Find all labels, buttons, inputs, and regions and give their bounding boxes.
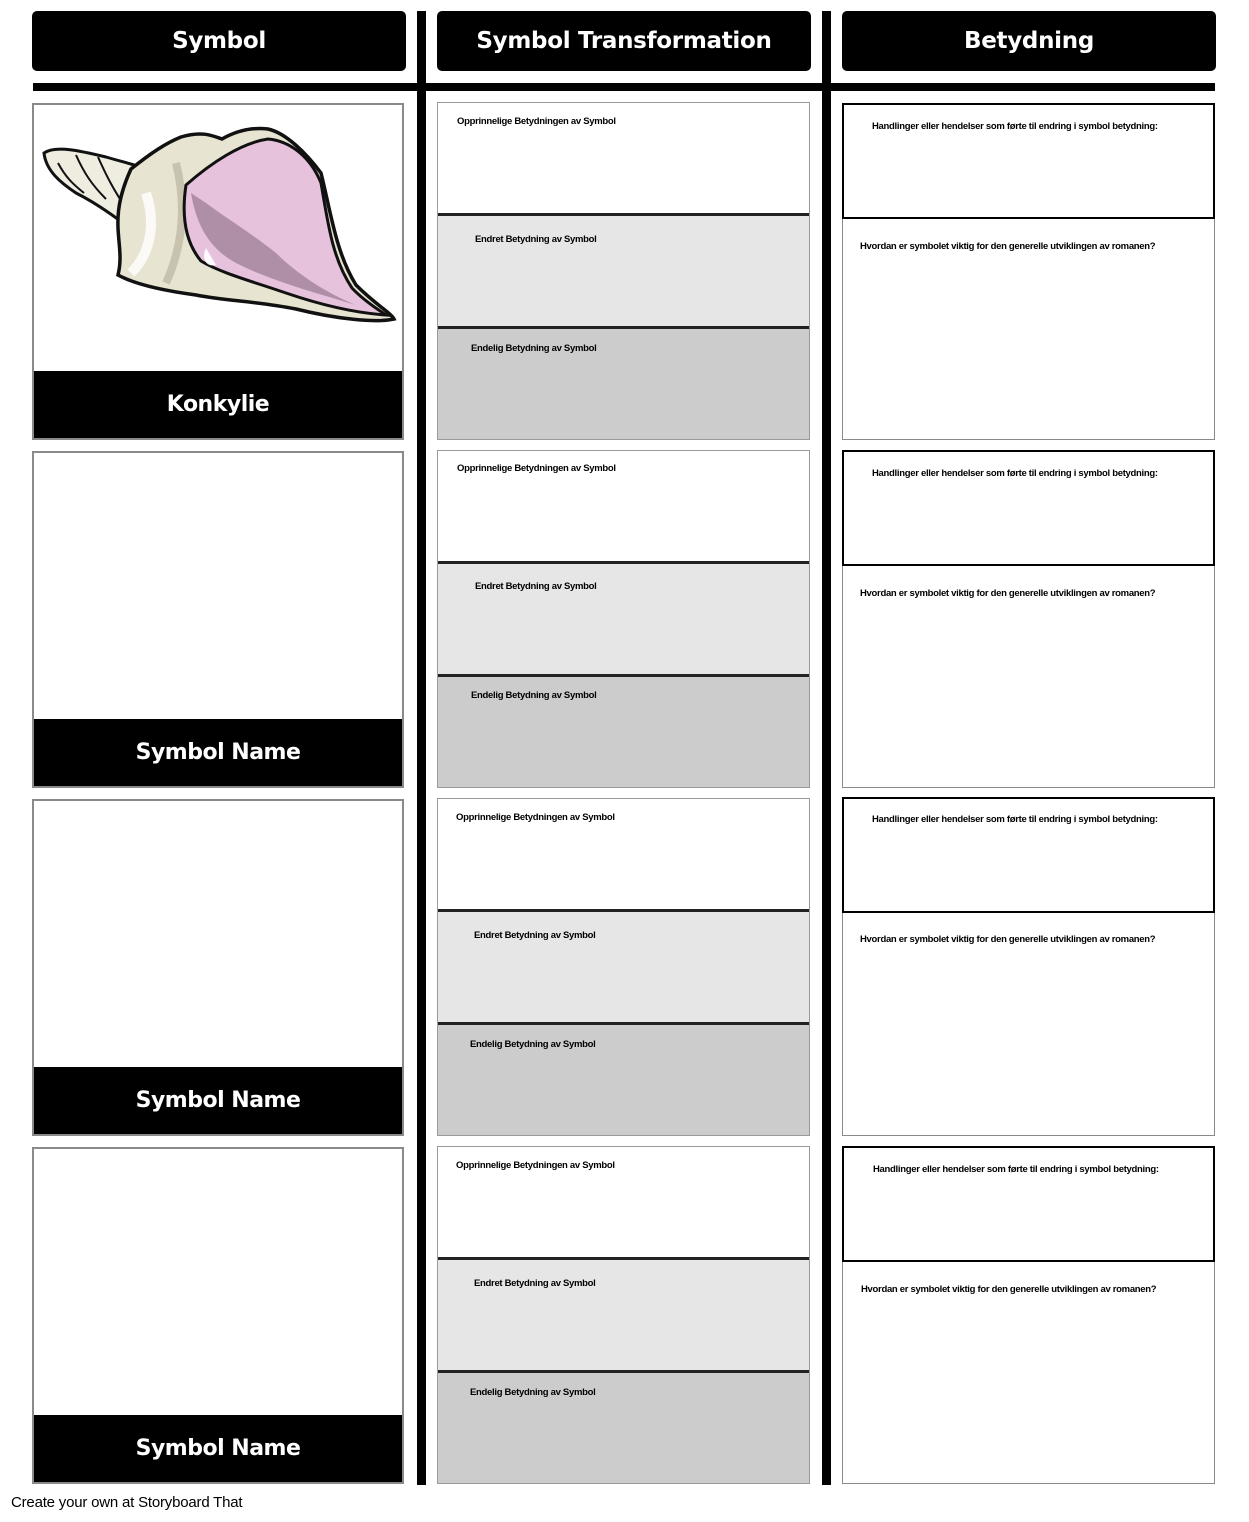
changed-meaning-section[interactable] (438, 561, 809, 674)
final-meaning-label: Endelig Betydning av Symbol (471, 343, 597, 354)
final-meaning-section[interactable] (438, 1022, 809, 1136)
transformation-cell-4[interactable] (437, 1146, 810, 1484)
importance-label: Hvordan er symbolet viktig for den generelle utviklingen av romanen? (860, 934, 1156, 945)
original-meaning-section[interactable] (438, 451, 809, 561)
column-divider-left (417, 11, 426, 1485)
final-meaning-section[interactable] (438, 1370, 809, 1484)
original-meaning-section[interactable] (438, 799, 809, 909)
final-meaning-label: Endelig Betydning av Symbol (470, 1387, 596, 1398)
actions-label: Handlinger eller hendelser som førte til endring i symbol betydning: (872, 814, 1158, 825)
symbol-cell-3[interactable] (32, 799, 404, 1136)
actions-box[interactable] (842, 103, 1215, 219)
meaning-cell-4[interactable] (842, 1146, 1215, 1484)
changed-meaning-label: Endret Betydning av Symbol (474, 1278, 596, 1289)
header-divider (33, 83, 1215, 91)
symbol-name-label: Symbol Name (34, 719, 402, 786)
header-meaning: Betydning (842, 11, 1216, 71)
actions-box[interactable] (842, 450, 1215, 566)
header-transformation: Symbol Transformation (437, 11, 811, 71)
original-meaning-label: Opprinnelige Betydningen av Symbol (456, 812, 615, 823)
header-symbol: Symbol (32, 11, 406, 71)
original-meaning-label: Opprinnelige Betydningen av Symbol (456, 1160, 615, 1171)
conch-shell-icon (36, 123, 404, 353)
symbol-cell-2[interactable] (32, 451, 404, 788)
final-meaning-section[interactable] (438, 326, 809, 440)
transformation-cell-1[interactable] (437, 102, 810, 440)
transformation-cell-2[interactable] (437, 450, 810, 788)
importance-label: Hvordan er symbolet viktig for den generelle utviklingen av romanen? (860, 588, 1156, 599)
importance-label: Hvordan er symbolet viktig for den generelle utviklingen av romanen? (860, 241, 1156, 252)
meaning-cell-3[interactable] (842, 797, 1215, 1136)
changed-meaning-section[interactable] (438, 213, 809, 326)
final-meaning-section[interactable] (438, 674, 809, 788)
actions-label: Handlinger eller hendelser som førte til endring i symbol betydning: (872, 468, 1158, 479)
importance-label: Hvordan er symbolet viktig for den generelle utviklingen av romanen? (861, 1284, 1157, 1295)
symbol-cell-4[interactable] (32, 1147, 404, 1484)
transformation-cell-3[interactable] (437, 798, 810, 1136)
changed-meaning-section[interactable] (438, 909, 809, 1022)
column-divider-right (822, 11, 831, 1485)
meaning-cell-1[interactable] (842, 103, 1215, 440)
original-meaning-label: Opprinnelige Betydningen av Symbol (457, 463, 616, 474)
symbol-name-label: Symbol Name (34, 1067, 402, 1134)
symbol-name-label: Symbol Name (34, 1415, 402, 1482)
original-meaning-section[interactable] (438, 1147, 809, 1257)
changed-meaning-label: Endret Betydning av Symbol (475, 234, 597, 245)
symbol-name-label: Konkylie (34, 371, 402, 438)
meaning-cell-2[interactable] (842, 450, 1215, 788)
actions-label: Handlinger eller hendelser som førte til endring i symbol betydning: (872, 121, 1158, 132)
actions-label: Handlinger eller hendelser som førte til endring i symbol betydning: (873, 1164, 1159, 1175)
original-meaning-section[interactable] (438, 103, 809, 213)
original-meaning-label: Opprinnelige Betydningen av Symbol (457, 116, 616, 127)
symbol-cell-1[interactable] (32, 103, 404, 440)
changed-meaning-section[interactable] (438, 1257, 809, 1370)
actions-box[interactable] (842, 797, 1215, 913)
final-meaning-label: Endelig Betydning av Symbol (470, 1039, 596, 1050)
storyboard-that-credit[interactable]: Create your own at Storyboard That (11, 1494, 243, 1511)
changed-meaning-label: Endret Betydning av Symbol (475, 581, 597, 592)
actions-box[interactable] (842, 1146, 1215, 1262)
changed-meaning-label: Endret Betydning av Symbol (474, 930, 596, 941)
final-meaning-label: Endelig Betydning av Symbol (471, 690, 597, 701)
